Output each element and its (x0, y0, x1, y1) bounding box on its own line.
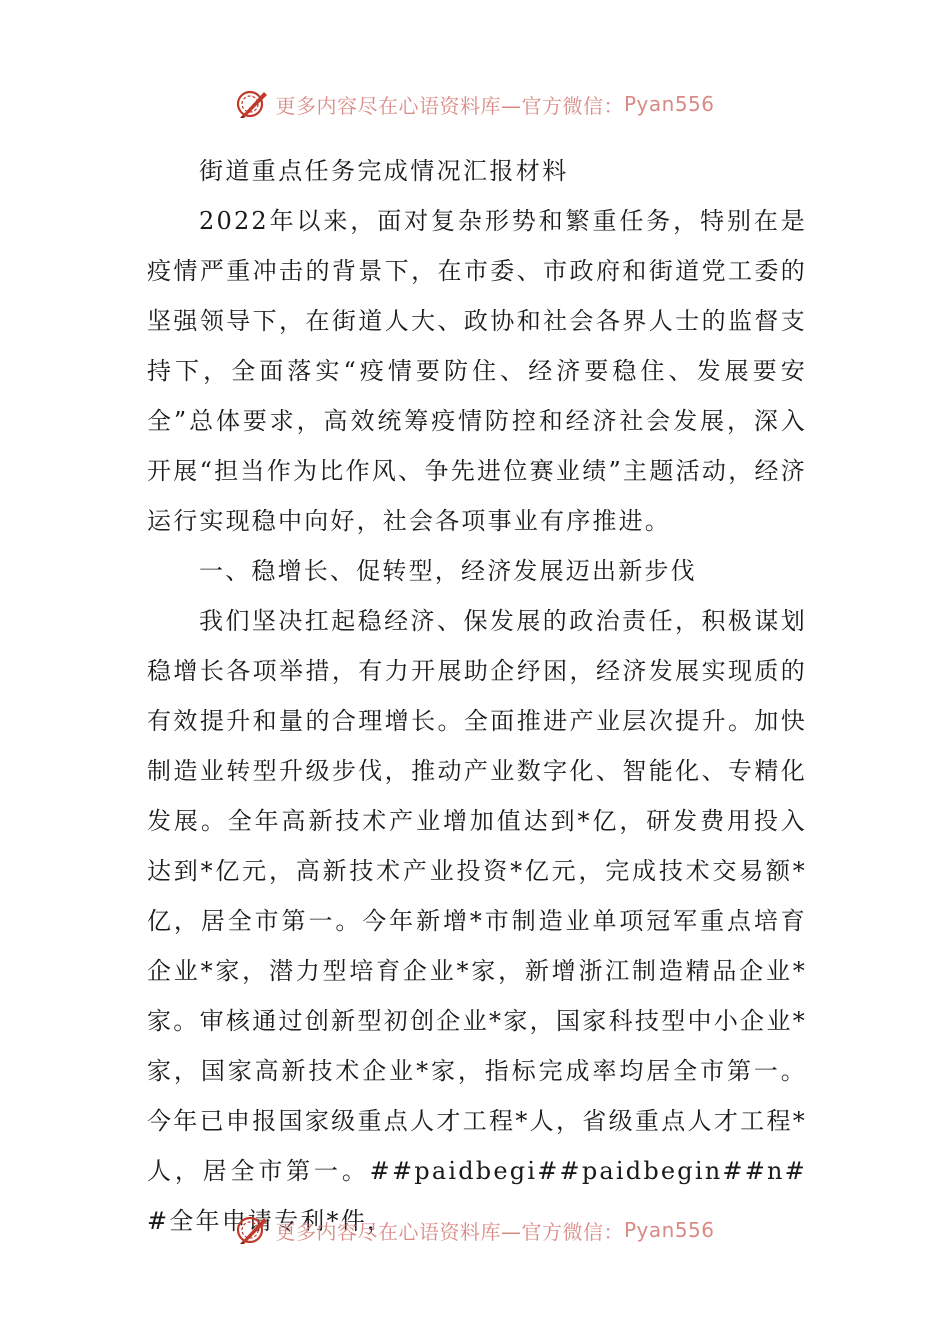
watermark-text: 更多内容尽在心语资料库—官方微信： (275, 93, 624, 118)
footer-watermark (0, 1210, 950, 1250)
document-title: 街道重点任务完成情况汇报材料 (199, 157, 569, 185)
watermark-wechat-id: Pyan556 (623, 92, 715, 116)
watermark-text: 更多内容尽在心语资料库—官方微信： (275, 1219, 624, 1244)
paragraph-section-1: 我们坚决扛起稳经济、保发展的政治责任，积极谋划稳增长各项举措，有力开展助企纾困，经济发展实现质的有效提升和量的合理增长。全面推进产业层次提升。加快制造业转型升级步伐，推动产业数字化、智能化、专精化发展。全年高新技术产业增加值达到*亿，研发费用投入达到*亿元，高新技术产业投资*亿元，完成技术交易额*亿，居全市第一。今年新增*市制造业单项冠军重点培育企业*家，潜力型培育企业*家，新增浙江制造精品企业*家。审核通过创新型初创企业*家，国家科技型中小企业*家，国家高新技术企业*家，指标完成率均居全市第一。今年已申报国家级重点人才工程*人，省级重点人才工程*人，居全市第一。##paidbegi##paidbegin##n##全年申请专利*件， (147, 607, 807, 1235)
pen-seal-logo-icon (235, 87, 269, 121)
section-heading-1: 一、稳增长、促转型，经济发展迈出新步伐 (199, 557, 697, 585)
document-body (147, 146, 807, 1246)
paragraph-intro: 2022年以来，面对复杂形势和繁重任务，特别在是疫情严重冲击的背景下，在市委、市政府和街道党工委的坚强领导下，在街道人大、政协和社会各界人士的监督支持下，全面落实“疫情要防住、经济要稳住、发展要安全”总体要求，高效统筹疫情防控和经济社会发展，深入开展“担当作为比作风、争先进位赛业绩”主题活动，经济运行实现稳中向好，社会各项事业有序推进。 (147, 207, 807, 535)
pen-seal-logo-icon (235, 1213, 269, 1247)
header-watermark (0, 84, 950, 124)
watermark-wechat-id: Pyan556 (623, 1218, 715, 1242)
